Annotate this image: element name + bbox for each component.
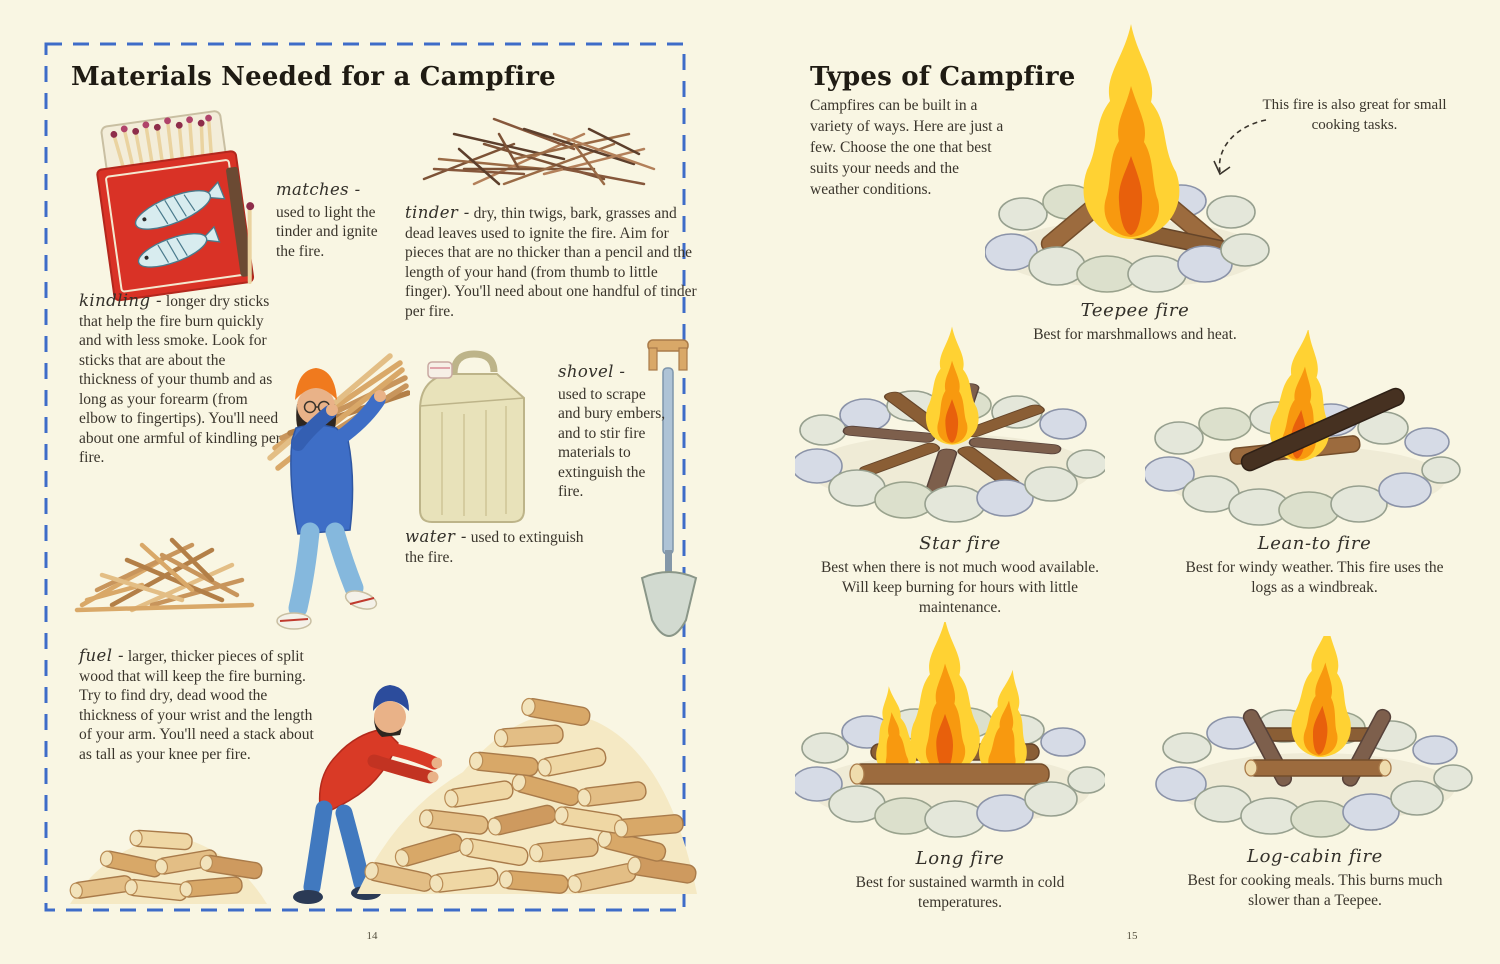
kindling-term: kindling - xyxy=(79,291,163,310)
star-fire-desc: Best when there is not much wood available. Will keep burning for hours with little maintenance. xyxy=(820,559,1100,617)
teepee-fire-illustration xyxy=(985,2,1275,302)
logcabin-fire-illustration xyxy=(1155,636,1475,848)
tinder-desc: dry, thin twigs, bark, grasses and dead leaves used to ignite the fire. Aim for pieces that are no thicker than a pencil and the length of your hand (from thumb to little finger). You'll need about one handful of tinder per fire. xyxy=(405,205,697,320)
small-woodpile-illustration xyxy=(62,792,277,912)
annotation-note: This fire is also great for small cooking tasks. xyxy=(1262,97,1447,133)
logcabin-fire-name: Log-cabin fire xyxy=(1247,846,1383,867)
tinder-entry xyxy=(405,203,697,321)
matches-desc: used to light the tinder and ignite the fire. xyxy=(276,203,378,260)
fuel-woodpile-illustration xyxy=(345,622,707,914)
tinder-pile-illustration xyxy=(404,74,664,224)
right-page-title: Types of Campfire xyxy=(810,62,1076,92)
kindling-desc: longer dry sticks that help the fire burn quickly and with less smoke. Look for sticks that are about the thickness of your thumb and as long as your forearm (from elbow to fingertips). You'll need about one armful of kindling per fire. xyxy=(79,293,281,467)
fuel-desc: larger, thicker pieces of split wood that will keep the fire burning. Try to find dry, dead wood the thickness of your wrist and the length of your arm. You'll need a stack about as tall as your knee per fire. xyxy=(79,648,314,763)
shovel-desc: used to scrape and bury embers, and to stir fire materials to extinguish the fire. xyxy=(558,385,666,501)
logcabin-fire-caption xyxy=(1165,846,1465,911)
kindling-pile-illustration xyxy=(72,490,262,630)
intro-paragraph: Campfires can be built in a variety of ways. Here are just a few. Choose the one that best suits your needs and the weather conditions. xyxy=(810,97,1004,198)
matches-term: matches - xyxy=(276,180,361,199)
leanto-fire-illustration xyxy=(1145,330,1465,538)
water-entry xyxy=(405,527,590,567)
long-fire-illustration xyxy=(795,622,1105,847)
shovel-term: shovel - xyxy=(558,362,626,381)
teepee-fire-desc: Best for marshmallows and heat. xyxy=(1033,326,1237,343)
star-fire-caption xyxy=(820,533,1100,618)
water-desc: used to extinguish the fire. xyxy=(405,529,584,566)
long-fire-name: Long fire xyxy=(915,848,1005,869)
long-fire-desc: Best for sustained warmth in cold temperatures. xyxy=(855,874,1065,912)
leanto-fire-name: Lean-to fire xyxy=(1257,533,1372,554)
water-jug-illustration xyxy=(402,350,542,535)
logcabin-fire-desc: Best for cooking meals. This burns much slower than a Teepee. xyxy=(1187,872,1443,910)
matches-entry xyxy=(276,180,394,261)
star-fire-name: Star fire xyxy=(919,533,1001,554)
left-page-title: Materials Needed for a Campfire xyxy=(71,62,556,92)
matchbox-illustration xyxy=(72,98,282,310)
kindling-carrier-illustration xyxy=(240,338,410,638)
teepee-fire-name: Teepee fire xyxy=(1080,300,1190,321)
long-fire-caption xyxy=(825,848,1095,913)
right-page-number: 15 xyxy=(1126,930,1138,942)
left-page-number: 14 xyxy=(366,930,378,942)
tinder-term: tinder - xyxy=(405,203,470,222)
shovel-entry xyxy=(558,362,666,502)
leanto-fire-desc: Best for windy weather. This fire uses the logs as a windbreak. xyxy=(1185,559,1444,597)
water-term: water - xyxy=(405,527,467,546)
leanto-fire-caption xyxy=(1172,533,1457,598)
star-fire-illustration xyxy=(795,320,1105,535)
fuel-term: fuel - xyxy=(79,646,124,665)
